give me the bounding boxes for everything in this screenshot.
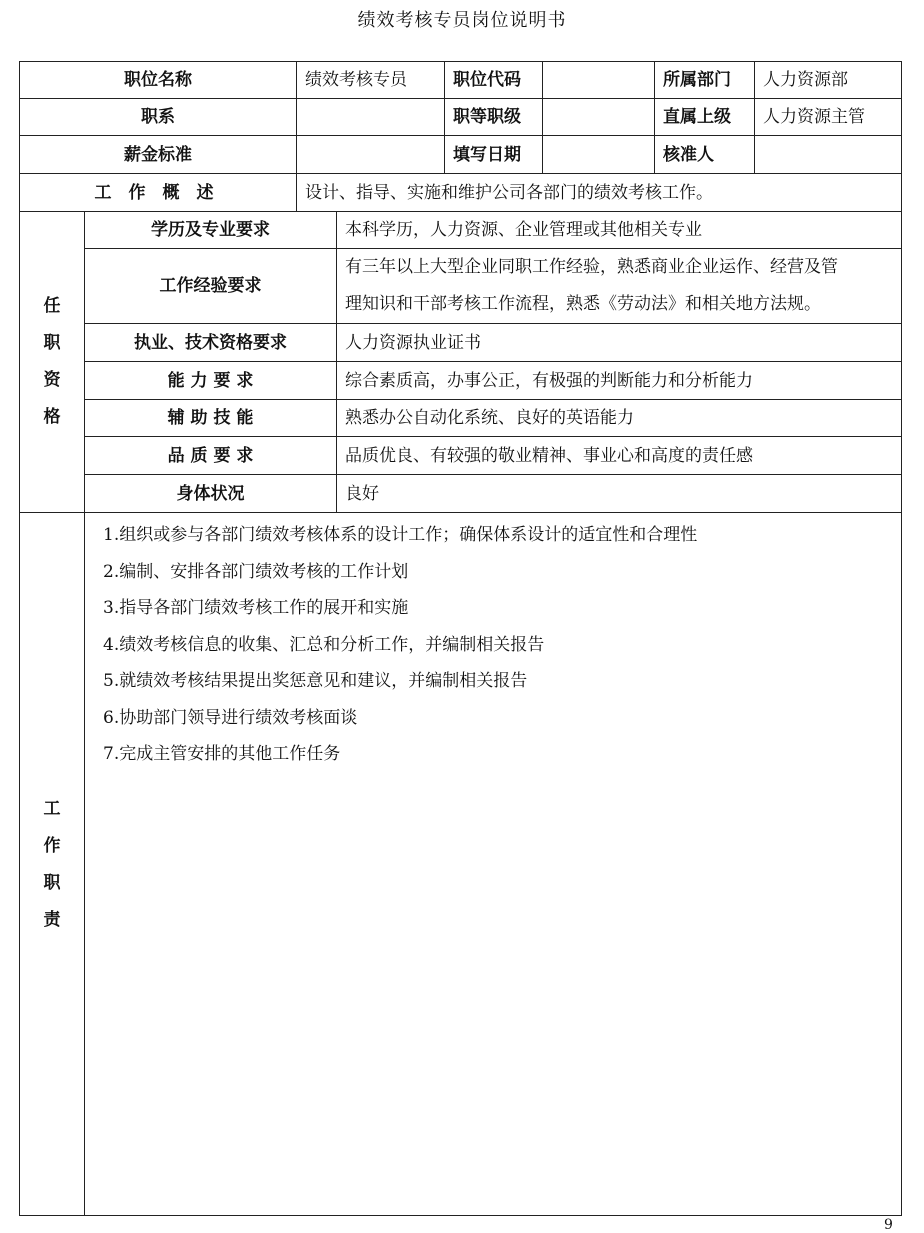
qualification-row bbox=[20, 475, 902, 513]
document-title: 绩效考核专员岗位说明书 bbox=[357, 10, 567, 31]
position-name-value: 绩效考核专员 bbox=[297, 62, 445, 99]
qual-value: 有三年以上大型企业同职工作经验，熟悉商业企业运作、经营及管 理知识和干部考核工作流程，熟悉《劳动法》和相关地方法规。 bbox=[337, 249, 902, 324]
qual-value: 人力资源执业证书 bbox=[337, 324, 902, 362]
qual-value: 本科学历，人力资源、企业管理或其他相关专业 bbox=[337, 212, 902, 249]
qual-label: 身体状况 bbox=[85, 475, 337, 513]
qual-label: 学历及专业要求 bbox=[85, 212, 337, 249]
series-value bbox=[297, 99, 445, 136]
supervisor-label: 直属上级 bbox=[655, 99, 755, 136]
job-description-table bbox=[19, 61, 902, 1216]
position-code-label: 职位代码 bbox=[445, 62, 543, 99]
department-label: 所属部门 bbox=[655, 62, 755, 99]
qual-label: 执业、技术资格要求 bbox=[85, 324, 337, 362]
summary-label: 工 作 概 述 bbox=[20, 174, 297, 212]
header-row-2 bbox=[20, 99, 902, 136]
salary-value bbox=[297, 136, 445, 174]
qual-label: 能 力 要 求 bbox=[85, 362, 337, 400]
date-value bbox=[543, 136, 655, 174]
qualification-row bbox=[20, 362, 902, 400]
approver-label: 核准人 bbox=[655, 136, 755, 174]
department-value: 人力资源部 bbox=[755, 62, 902, 99]
supervisor-value: 人力资源主管 bbox=[755, 99, 902, 136]
duties-list bbox=[85, 513, 902, 1216]
qual-value: 综合素质高，办事公正，有极强的判断能力和分析能力 bbox=[337, 362, 902, 400]
grade-label: 职等职级 bbox=[445, 99, 543, 136]
qualification-row bbox=[20, 437, 902, 475]
qualifications-side-label: 任 职 资 格 bbox=[20, 212, 85, 513]
qualification-row bbox=[20, 212, 902, 249]
qual-label: 辅 助 技 能 bbox=[85, 400, 337, 437]
qualification-row bbox=[20, 400, 902, 437]
duty-item: 1.组织或参与各部门绩效考核体系的设计工作；确保体系设计的适宜性和合理性 bbox=[103, 525, 698, 545]
duty-item: 3.指导各部门绩效考核工作的展开和实施 bbox=[103, 598, 409, 618]
duty-item: 5.就绩效考核结果提出奖惩意见和建议，并编制相关报告 bbox=[103, 671, 528, 691]
qualification-row bbox=[20, 249, 902, 324]
page-number: 9 bbox=[884, 1217, 893, 1233]
qual-label: 品 质 要 求 bbox=[85, 437, 337, 475]
position-name-label: 职位名称 bbox=[20, 62, 297, 99]
header-row-3 bbox=[20, 136, 902, 174]
date-label: 填写日期 bbox=[445, 136, 543, 174]
summary-value: 设计、指导、实施和维护公司各部门的绩效考核工作。 bbox=[297, 174, 902, 212]
duty-item: 7.完成主管安排的其他工作任务 bbox=[103, 744, 341, 764]
duty-item: 2.编制、安排各部门绩效考核的工作计划 bbox=[103, 561, 409, 582]
grade-value bbox=[543, 99, 655, 136]
qualification-row bbox=[20, 324, 902, 362]
duties-side-label: 工 作 职 责 bbox=[20, 513, 85, 1216]
duty-item: 6.协助部门领导进行绩效考核面谈 bbox=[103, 707, 358, 728]
position-code-value bbox=[543, 62, 655, 99]
salary-label: 薪金标准 bbox=[20, 136, 297, 174]
series-label: 职系 bbox=[20, 99, 297, 136]
qual-label: 工作经验要求 bbox=[85, 249, 337, 324]
qual-value: 熟悉办公自动化系统、良好的英语能力 bbox=[337, 400, 902, 437]
summary-row bbox=[20, 174, 902, 212]
header-row-1 bbox=[20, 62, 902, 99]
duties-row bbox=[20, 513, 902, 1216]
approver-value bbox=[755, 136, 902, 174]
qual-value: 品质优良、有较强的敬业精神、事业心和高度的责任感 bbox=[337, 437, 902, 475]
qual-value: 良好 bbox=[337, 475, 902, 513]
duty-item: 4.绩效考核信息的收集、汇总和分析工作，并编制相关报告 bbox=[103, 634, 545, 655]
